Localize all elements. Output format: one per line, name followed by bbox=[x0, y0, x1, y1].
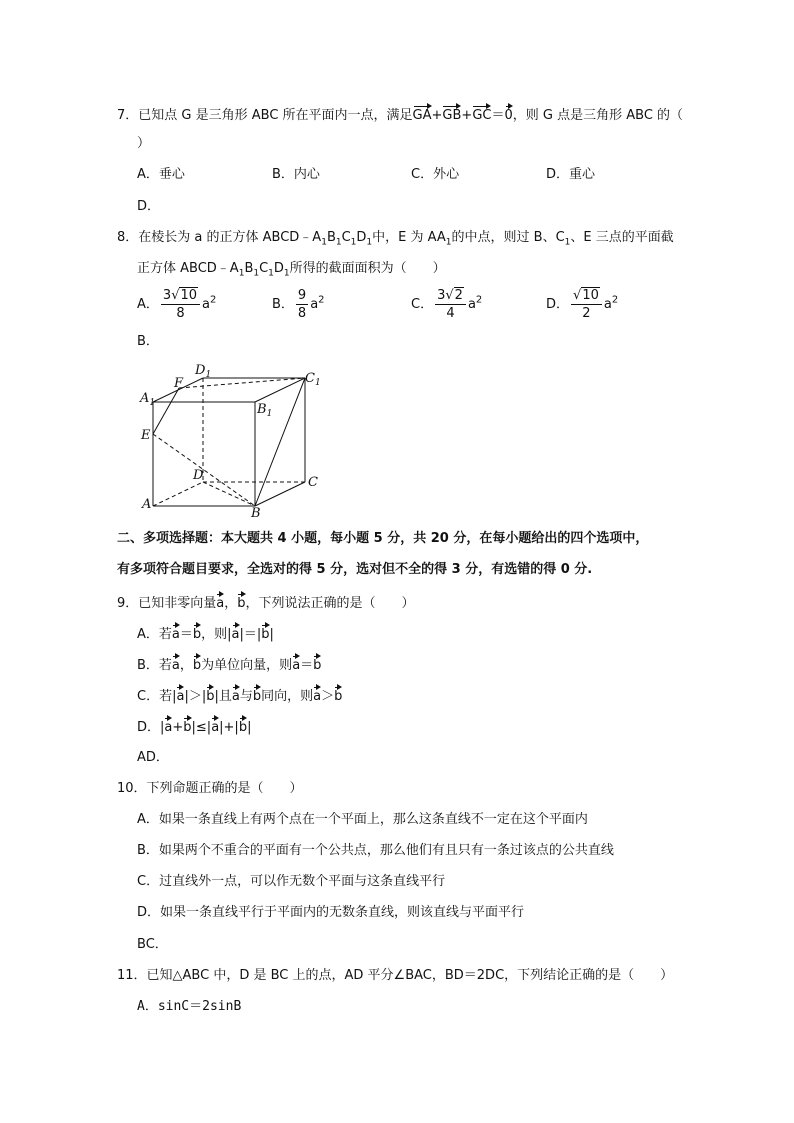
opt-text: ，则| bbox=[201, 627, 232, 642]
opt-text: ＞ bbox=[321, 689, 335, 704]
q9-option-c bbox=[137, 685, 342, 706]
label-b1: $B_1$ bbox=[257, 402, 273, 419]
q8-option-b bbox=[272, 287, 325, 322]
numerator: 3 bbox=[162, 288, 172, 303]
plus-sign: + bbox=[461, 108, 473, 123]
q7-option-a: A．垂心 bbox=[137, 167, 185, 182]
q8-text: C bbox=[341, 230, 351, 245]
subscript: 1 bbox=[321, 237, 327, 248]
q7-option-c: C．外心 bbox=[411, 167, 460, 182]
vector-a: a bbox=[232, 685, 240, 706]
sqrt-sign: √2 bbox=[445, 288, 463, 303]
fraction bbox=[435, 287, 466, 322]
subscript: 1 bbox=[350, 237, 357, 248]
opt-text: B．若 bbox=[137, 658, 172, 673]
section-bc1 bbox=[255, 378, 305, 506]
q7-option-b: B．内心 bbox=[272, 167, 320, 182]
fraction bbox=[161, 287, 200, 322]
sqrt-sign: √10 bbox=[573, 288, 599, 303]
opt-text: + bbox=[172, 720, 184, 735]
opt-text: C．若| bbox=[137, 689, 177, 704]
vector-a: a bbox=[176, 685, 184, 706]
comma: ， bbox=[224, 596, 238, 611]
subscript: 1 bbox=[268, 268, 274, 279]
vector-a: a bbox=[216, 592, 224, 613]
plus-sign: + bbox=[431, 108, 443, 123]
opt-text: ， bbox=[179, 658, 193, 673]
vector-b: b bbox=[313, 654, 321, 675]
variable: a bbox=[467, 297, 476, 312]
section-eb-hidden bbox=[153, 434, 255, 506]
q8-text: B bbox=[326, 230, 336, 245]
q11-option-a: A．sinC＝2sinB bbox=[137, 999, 242, 1014]
edge-ad-hidden bbox=[153, 482, 203, 506]
q8-text: D bbox=[356, 230, 367, 245]
exponent: 2 bbox=[475, 294, 483, 306]
vector-b: b bbox=[193, 654, 201, 675]
vector-b: b bbox=[237, 592, 245, 613]
q7-stem-line1 bbox=[117, 104, 683, 125]
section-ef bbox=[153, 388, 179, 434]
q8-text: B bbox=[244, 261, 254, 276]
vector-a: a bbox=[292, 654, 300, 675]
exponent: 2 bbox=[318, 294, 325, 306]
cube-figure bbox=[137, 360, 337, 518]
variable: a bbox=[202, 297, 210, 312]
section2-header-line2: 有多项符合题目要求，全选对的得 5 分，选对但不全的得 3 分，有选错的得 0 分. bbox=[117, 562, 593, 577]
q7-stem-text-end: ，则 G 点是三角形 ABC 的（ bbox=[512, 108, 684, 123]
option-label: D． bbox=[546, 297, 570, 312]
exponent: 2 bbox=[611, 294, 619, 306]
sqrt-sign: √10 bbox=[171, 288, 198, 303]
section-fc1-hidden bbox=[179, 378, 305, 388]
q8-text: 中，E 为 AA bbox=[372, 230, 446, 245]
subscript: 1 bbox=[283, 268, 290, 279]
zero-vector: 0 bbox=[505, 104, 513, 125]
opt-text: | bbox=[247, 720, 252, 735]
radicand: 10 bbox=[582, 288, 599, 303]
q9-stem bbox=[117, 592, 415, 613]
numerator: 3 bbox=[437, 288, 446, 303]
opt-text: | bbox=[269, 627, 274, 642]
label-a: A bbox=[142, 497, 152, 512]
vector-gc: GC bbox=[472, 104, 491, 125]
q8-option-a bbox=[137, 287, 216, 322]
fraction bbox=[571, 287, 602, 322]
subscript: 1 bbox=[335, 237, 342, 248]
label-c1: $C_1$ bbox=[305, 371, 321, 388]
label-a1: $A_1$ bbox=[140, 391, 156, 408]
vector-a: a bbox=[313, 685, 321, 706]
diagonal-db-hidden bbox=[203, 482, 255, 506]
q7-option-d: D．重心 bbox=[546, 167, 596, 182]
q10-option-b: B．如果两个不重合的平面有一个公共点，那么他们有且只有一条过该点的公共直线 bbox=[137, 843, 614, 858]
q10-option-c: C．过直线外一点，可以作无数个平面与这条直线平行 bbox=[137, 874, 446, 889]
option-label: C． bbox=[411, 297, 434, 312]
q11-stem: 11．已知△ABC 中，D 是 BC 上的点，AD 平分∠BAC，BD＝2DC，下列结论正确的是（ ） bbox=[117, 968, 674, 983]
q7-stem-text: 7．已知点 G 是三角形 ABC 所在平面内一点，满足 bbox=[117, 108, 413, 123]
opt-text: ＝ bbox=[179, 627, 193, 642]
vector-gb: GB bbox=[442, 104, 461, 125]
fraction bbox=[296, 287, 308, 322]
opt-text: 与 bbox=[239, 689, 253, 704]
vector-b: b bbox=[334, 685, 342, 706]
opt-text: |＞| bbox=[184, 689, 207, 704]
label-d: D bbox=[193, 468, 204, 483]
q8-option-d bbox=[546, 287, 618, 322]
vector-b: b bbox=[206, 685, 214, 706]
radicand: 10 bbox=[180, 288, 198, 303]
vector-b: b bbox=[183, 716, 191, 737]
vector-a: a bbox=[232, 623, 240, 644]
q8-text: 的中点，则过 B、C bbox=[451, 230, 565, 245]
label-c: C bbox=[308, 475, 318, 490]
q8-text: 正方体 ABCD﹣A bbox=[137, 261, 239, 276]
numerator: 9 bbox=[297, 288, 307, 303]
subscript: 1 bbox=[564, 237, 571, 248]
subscript: 1 bbox=[238, 268, 245, 279]
opt-text: |＝| bbox=[239, 627, 262, 642]
vector-b: b bbox=[193, 623, 201, 644]
vector-b: b bbox=[261, 623, 269, 644]
label-b: B bbox=[251, 506, 261, 518]
q8-option-c bbox=[411, 287, 482, 322]
vector-a: a bbox=[172, 623, 180, 644]
q8-text: 8．在棱长为 a 的正方体 ABCD﹣A bbox=[117, 230, 322, 245]
q7-answer: D． bbox=[137, 199, 161, 214]
opt-text: |+| bbox=[219, 720, 239, 735]
q8-stem-line2 bbox=[137, 260, 446, 283]
vector-b: b bbox=[253, 685, 261, 706]
opt-text: 同向，则 bbox=[261, 689, 314, 704]
q10-stem: 10．下列命题正确的是（ ） bbox=[117, 781, 303, 796]
vector-a: a bbox=[164, 716, 172, 737]
q9-answer: AD． bbox=[137, 750, 169, 765]
label-d1: $D_1$ bbox=[195, 363, 212, 380]
vector-b: b bbox=[239, 716, 247, 737]
opt-text: |≤| bbox=[191, 720, 212, 735]
subscript: 1 bbox=[366, 237, 373, 248]
q8-stem-line1 bbox=[117, 229, 674, 252]
q9-option-a bbox=[137, 623, 274, 644]
q9-text: ，下列说法正确的是（ ） bbox=[245, 596, 415, 611]
variable: a bbox=[310, 297, 319, 312]
exponent: 2 bbox=[210, 294, 217, 306]
q9-option-d bbox=[137, 716, 251, 737]
section2-header-line1: 二、多项选择题：本大题共 4 小题，每小题 5 分，共 20 分，在每小题给出的四个选项中， bbox=[117, 531, 649, 546]
radicand: 2 bbox=[454, 288, 463, 303]
q8-text: 所得的截面面积为（ ） bbox=[289, 261, 446, 276]
q8-text: 、E 三点的平面截 bbox=[570, 230, 674, 245]
q8-text: D bbox=[273, 261, 284, 276]
q8-text: C bbox=[259, 261, 269, 276]
vector-a: a bbox=[172, 654, 180, 675]
denominator: 8 bbox=[176, 306, 185, 321]
q10-answer: BC． bbox=[137, 937, 168, 952]
subscript: 1 bbox=[445, 237, 452, 248]
denominator: 2 bbox=[582, 306, 591, 321]
equals-sign: ＝ bbox=[491, 108, 505, 123]
opt-text: |且 bbox=[214, 689, 232, 704]
denominator: 4 bbox=[446, 306, 455, 321]
label-f: F bbox=[174, 376, 184, 391]
vector-ga: GA bbox=[413, 104, 432, 125]
label-e: E bbox=[141, 428, 151, 443]
option-label: A． bbox=[137, 297, 159, 312]
vector-a: a bbox=[211, 716, 219, 737]
q10-option-d: D．如果一条直线平行于平面内的无数条直线，则该直线与平面平行 bbox=[137, 905, 525, 920]
option-label: B． bbox=[272, 297, 294, 312]
variable: a bbox=[603, 297, 612, 312]
opt-text: D．| bbox=[137, 720, 165, 735]
subscript: 1 bbox=[253, 268, 260, 279]
opt-text: A．若 bbox=[137, 627, 172, 642]
opt-text: 为单位向量，则 bbox=[201, 658, 293, 673]
q7-stem-line2: ） bbox=[137, 136, 151, 151]
q10-option-a: A．如果一条直线上有两个点在一个平面上，那么这条直线不一定在这个平面内 bbox=[137, 812, 588, 827]
q9-text: 9．已知非零向量 bbox=[117, 596, 217, 611]
opt-text: ＝ bbox=[300, 658, 314, 673]
denominator: 8 bbox=[297, 306, 307, 321]
q9-option-b bbox=[137, 654, 321, 675]
q8-answer: B． bbox=[137, 334, 159, 349]
